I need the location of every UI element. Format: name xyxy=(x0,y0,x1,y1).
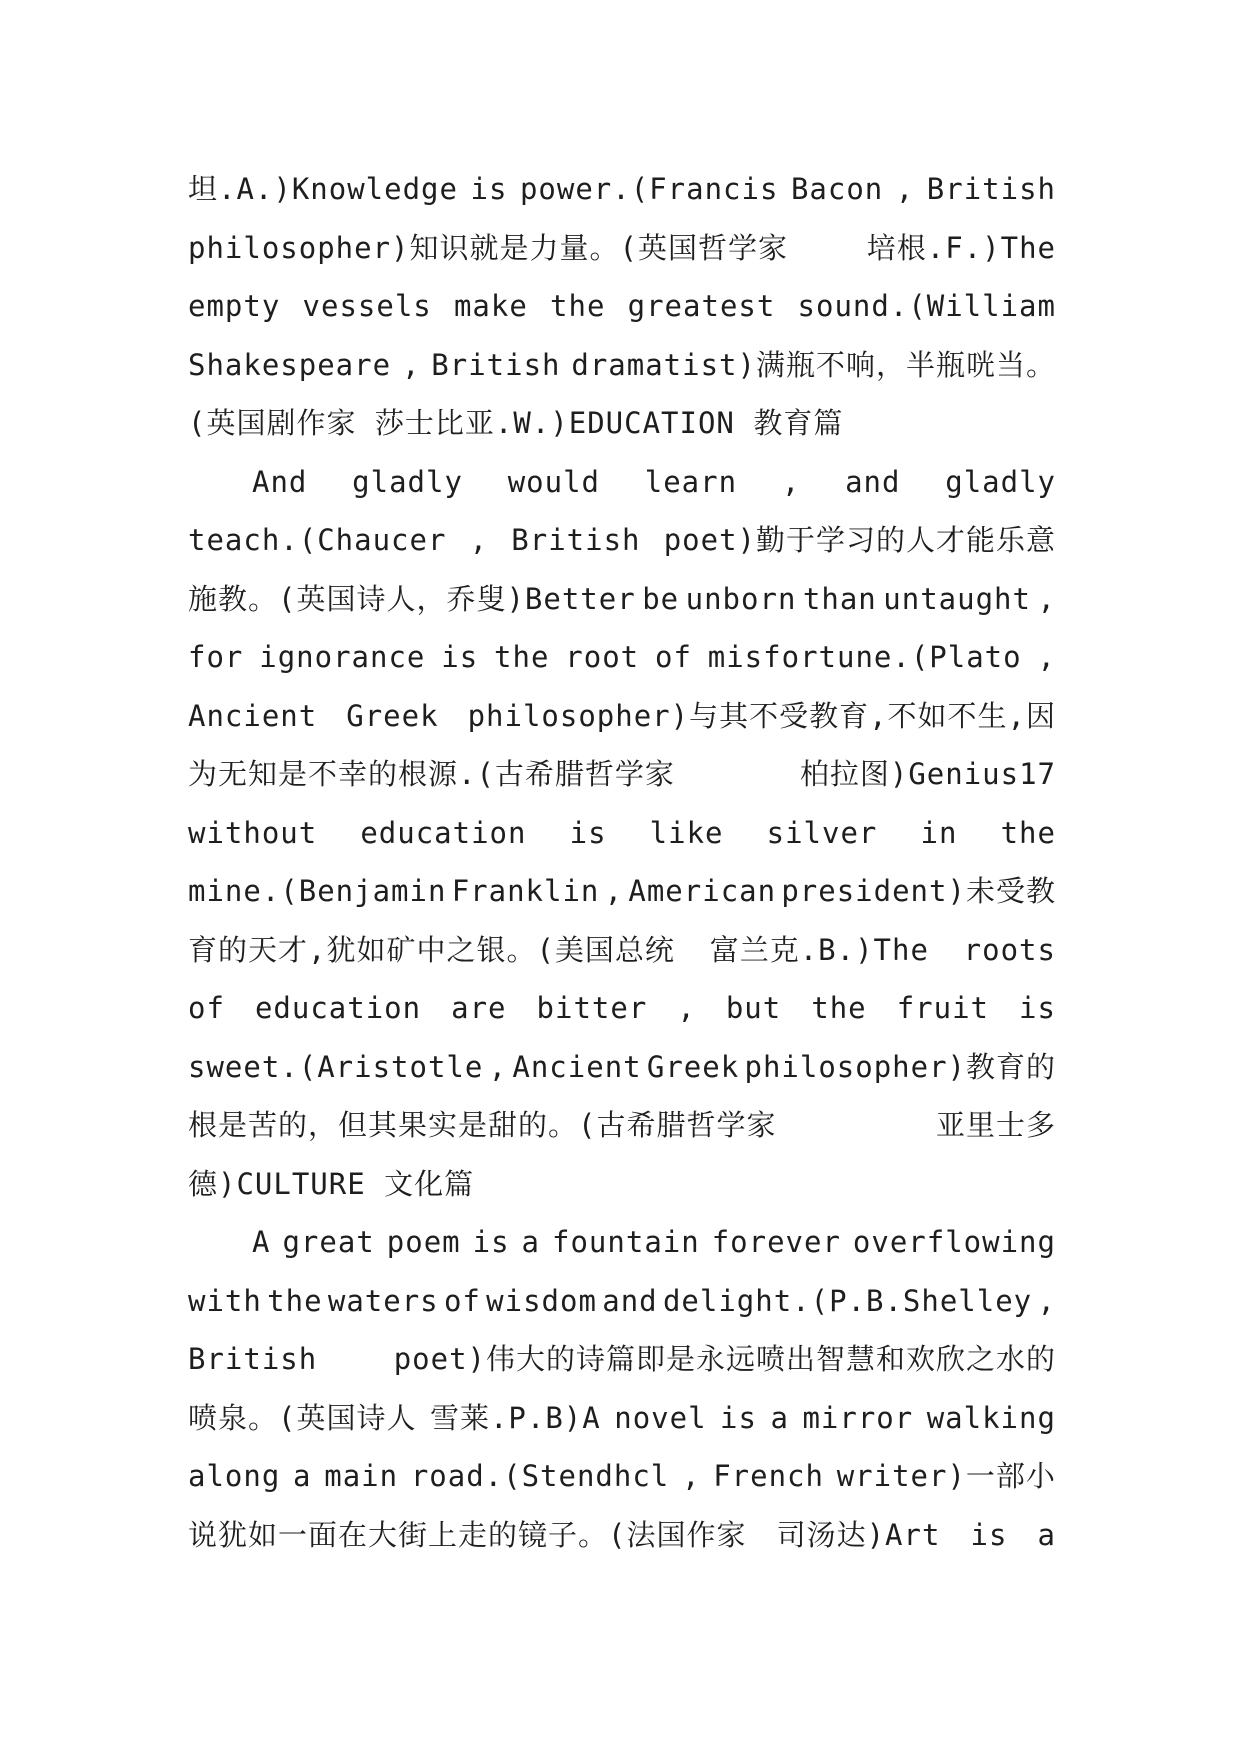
text-word: writer)一部小 xyxy=(836,1459,1056,1493)
text-word: is xyxy=(472,1225,510,1259)
text-line xyxy=(188,1213,1056,1272)
text-word: , xyxy=(895,172,915,206)
text-word: is xyxy=(1019,991,1056,1025)
text-word: ignorance xyxy=(259,640,426,674)
text-line xyxy=(188,979,1056,1038)
text-word: untaught xyxy=(883,581,1031,616)
text-line xyxy=(188,745,1056,804)
text-word: bitter xyxy=(536,991,648,1025)
text-word: would xyxy=(507,464,600,499)
text-word: a xyxy=(521,1225,541,1259)
text-word: British xyxy=(511,523,641,557)
text-word: than xyxy=(802,581,877,616)
text-line xyxy=(188,336,1056,395)
text-word: fountain xyxy=(552,1225,700,1259)
text-word: in xyxy=(920,815,958,850)
text-word: silver xyxy=(766,815,878,850)
text-word: empty xyxy=(188,289,281,323)
text-word: and xyxy=(602,1283,658,1318)
text-word: 亚里士多 xyxy=(935,1108,1056,1142)
text-word: 司汤达)Art xyxy=(776,1517,941,1552)
text-word: great xyxy=(282,1225,375,1259)
text-word: delight.(P.B.Shelley xyxy=(662,1283,1033,1318)
text-word: the xyxy=(811,991,867,1025)
text-line xyxy=(188,1096,1056,1155)
text-word: 为无知是不幸的根源.(古希腊哲学家 xyxy=(188,757,675,791)
text-line: (英国剧作家 莎士比亚.W.)EDUCATION 教育篇 xyxy=(188,406,844,440)
text-word: main xyxy=(324,1459,399,1493)
text-word: 坦.A.)Knowledge xyxy=(188,172,458,206)
text-word: walking xyxy=(926,1400,1056,1435)
text-word: teach.(Chaucer xyxy=(188,523,447,557)
text-line xyxy=(188,511,1056,570)
text-word: A xyxy=(252,1225,271,1259)
text-word: 施教。(英国诗人，乔叟)Better xyxy=(188,581,636,616)
text-word: be xyxy=(642,581,680,616)
text-word: poet)勤于学习的人才能乐意 xyxy=(663,523,1056,557)
text-word: 培根.F.)The xyxy=(866,230,1056,265)
text-line xyxy=(188,1272,1056,1331)
text-line xyxy=(188,1447,1056,1506)
text-word: of xyxy=(654,640,692,674)
text-word: gladly xyxy=(945,464,1056,499)
text-word: Ancient xyxy=(512,1049,642,1084)
body-text xyxy=(188,160,1056,1564)
text-word: gladly xyxy=(352,464,463,499)
text-word: of xyxy=(188,991,225,1025)
text-line xyxy=(188,921,1056,980)
text-line xyxy=(188,160,1056,219)
text-word: road.(Stendhcl xyxy=(410,1459,670,1493)
text-word: 说犹如一面在大街上走的镜子。(法国作家 xyxy=(188,1517,747,1552)
text-word: British xyxy=(926,172,1056,206)
text-word: are xyxy=(451,991,507,1025)
text-word: Franklin xyxy=(451,874,600,908)
text-word: vessels xyxy=(302,289,432,323)
text-word: philosopher)知识就是力量。(英国哲学家 xyxy=(188,230,788,265)
text-word: American xyxy=(628,874,777,908)
text-word: education xyxy=(254,991,422,1025)
text-line xyxy=(188,277,1056,336)
text-word: French xyxy=(713,1459,824,1493)
text-word: waters xyxy=(327,1283,439,1318)
text-word: the xyxy=(550,289,606,323)
text-word: power.(Francis xyxy=(519,172,779,206)
text-line xyxy=(188,1330,1056,1389)
text-word: is xyxy=(720,1400,757,1435)
text-line xyxy=(188,1038,1056,1097)
text-word: for xyxy=(188,640,244,674)
text-word: , xyxy=(781,464,801,499)
text-word: overflowing xyxy=(852,1225,1056,1259)
text-word: root xyxy=(565,640,640,674)
text-word: British xyxy=(188,1342,318,1376)
text-word: greatest xyxy=(627,289,776,323)
text-word: is xyxy=(470,172,508,206)
text-line: 德)CULTURE 文化篇 xyxy=(188,1166,475,1201)
text-line xyxy=(188,804,1056,863)
text-word: without xyxy=(188,815,318,850)
text-word: the xyxy=(1000,815,1056,850)
text-word: , xyxy=(677,991,696,1025)
text-word: president)未受教 xyxy=(781,874,1056,908)
text-word: dramatist)满瓶不响，半瓶咣当。 xyxy=(571,347,1056,382)
text-word: novel xyxy=(614,1400,707,1435)
text-word: philosopher)教育的 xyxy=(744,1049,1056,1084)
text-word: unborn xyxy=(685,581,797,616)
text-word: And xyxy=(252,464,308,499)
text-word: a xyxy=(293,1459,312,1493)
text-word: but xyxy=(725,991,782,1025)
text-word: sweet.(Aristotle xyxy=(188,1049,484,1084)
text-word: , xyxy=(682,1459,701,1493)
text-word: , xyxy=(488,1049,508,1084)
text-word: Shakespeare xyxy=(188,347,392,382)
text-word: misfortune.(Plato xyxy=(707,640,1022,674)
text-word: mine.(Benjamin xyxy=(188,874,447,908)
text-word: a xyxy=(770,1400,789,1435)
text-word: 根是苦的，但其果实是甜的。(古希腊哲学家 xyxy=(188,1108,777,1142)
text-word: British xyxy=(431,347,561,382)
text-word: poem xyxy=(386,1225,461,1259)
text-word: Ancient xyxy=(188,698,318,733)
text-line xyxy=(188,628,1056,687)
text-line xyxy=(188,862,1056,921)
text-word: , xyxy=(1037,1283,1056,1318)
text-word: , xyxy=(1037,640,1056,674)
text-word: 育的天才,犹如矿中之银。(美国总统 xyxy=(188,932,675,967)
text-line xyxy=(188,570,1056,629)
text-word: Greek xyxy=(346,698,439,733)
text-word: 喷泉。(英国诗人 xyxy=(188,1400,417,1435)
text-word: and xyxy=(845,464,901,499)
text-word: along xyxy=(188,1459,281,1493)
text-word: sound.(William xyxy=(797,289,1056,323)
text-word: , xyxy=(1037,581,1056,616)
text-word: make xyxy=(453,289,528,323)
text-word: the xyxy=(267,1283,323,1318)
text-word: education xyxy=(360,815,527,850)
text-word: philosopher)与其不受教育,不如不生,因 xyxy=(467,698,1056,733)
text-word: forever xyxy=(711,1225,841,1259)
text-word: wisdom xyxy=(486,1283,597,1318)
text-word: 柏拉图)Genius17 xyxy=(799,757,1056,791)
text-word: 雪莱.P.B)A xyxy=(429,1400,601,1435)
text-word: like xyxy=(649,815,724,850)
text-word: mirror xyxy=(802,1400,914,1435)
text-word: is xyxy=(441,640,479,674)
text-line xyxy=(188,1506,1056,1565)
text-word: is xyxy=(970,1517,1008,1552)
text-word: 富兰克.B.)The xyxy=(709,932,929,967)
text-word: , xyxy=(604,874,624,908)
text-word: Bacon xyxy=(790,172,884,206)
text-word: Greek xyxy=(646,1049,740,1084)
text-line xyxy=(188,453,1056,512)
text-word: is xyxy=(569,815,607,850)
text-word: roots xyxy=(963,932,1056,967)
text-word: poet)伟大的诗篇即是永远喷出智慧和欢欣之水的 xyxy=(393,1342,1056,1376)
text-line xyxy=(188,687,1056,746)
text-word: learn xyxy=(644,464,738,499)
text-word: a xyxy=(1037,1517,1056,1552)
text-word: the xyxy=(494,640,550,674)
text-line xyxy=(188,219,1056,278)
text-line xyxy=(188,1389,1056,1448)
text-word: , xyxy=(401,347,421,382)
text-word: fruit xyxy=(896,991,989,1025)
text-word: with xyxy=(188,1283,262,1318)
text-word: , xyxy=(469,523,489,557)
text-word: of xyxy=(443,1283,481,1318)
